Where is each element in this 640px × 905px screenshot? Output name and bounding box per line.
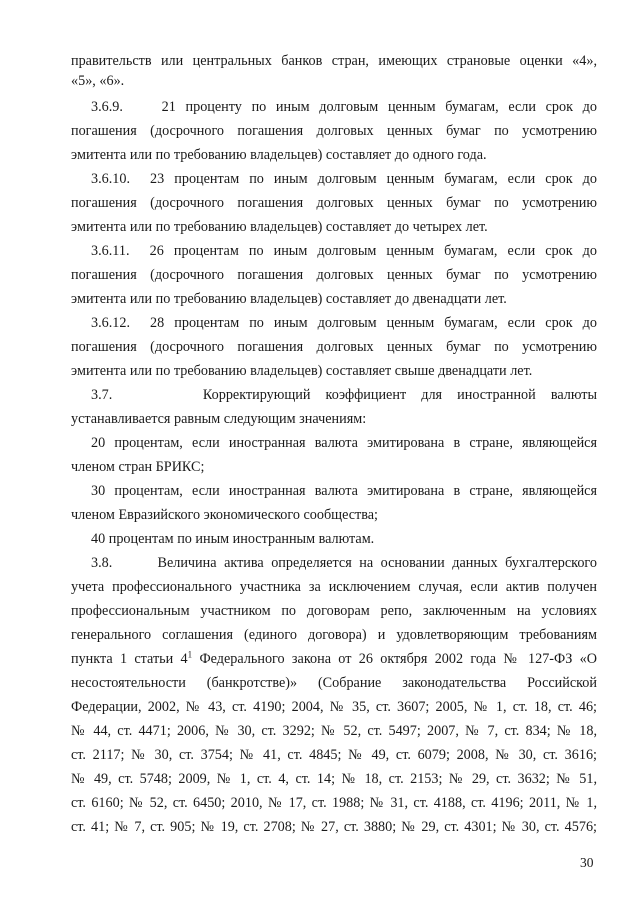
text-line: эмитента или по требованию владельцев) составляет до одного года. [71,147,487,163]
text-line: устанавливается равным следующим значениям: [71,411,367,427]
text-line [71,650,597,668]
text-line: эмитента или по требованию владельцев) составляет свыше двенадцати лет. [71,363,533,379]
text-line: 20 процентам, если иностранная валюта эмитирована в стране, являющейся [91,435,597,451]
clause-3-6-9: 3.6.9. 21 проценту по иным долговым ценным бумагам, если срок до [91,99,597,115]
clause-3-6-10: 3.6.10. 23 процентам по иным долговым ценным бумагам, если срок до [91,171,597,187]
text-line: погашения (досрочного погашения долговых ценных бумаг по усмотрению [71,195,597,211]
text-line: погашения (досрочного погашения долговых ценных бумаг по усмотрению [71,339,597,355]
text-fragment: пункта 1 статьи 4 [71,651,188,667]
text-line: несостоятельности (банкротстве)» (Собрание законодательства Российской [71,675,597,691]
text-line: «5», «6». [71,73,125,89]
text-line: погашения (досрочного погашения долговых ценных бумаг по усмотрению [71,123,597,139]
text-line: 40 процентам по иным иностранным валютам. [91,531,375,547]
clause-3-7: 3.7. Корректирующий коэффициент для иностранной валюты [91,387,597,403]
text-line: эмитента или по требованию владельцев) составляет до четырех лет. [71,219,488,235]
text-line: правительств или центральных банков стран, имеющих страновые оценки «4», [71,53,597,69]
text-line: № 44, ст. 4471; 2006, № 30, ст. 3292; № 52, ст. 5497; 2007, № 7, ст. 834; № 18, [71,723,597,739]
text-line: членом Евразийского экономического сообщества; [71,507,378,523]
text-line: ст. 41; № 7, ст. 905; № 19, ст. 2708; № 27, ст. 3880; № 29, ст. 4301; № 30, ст. 4576; [71,819,597,835]
clause-3-6-11: 3.6.11. 26 процентам по иным долговым ценным бумагам, если срок до [91,243,597,259]
text-line: 30 процентам, если иностранная валюта эмитирована в стране, являющейся [91,483,597,499]
text-line: ст. 6160; № 52, ст. 6450; 2010, № 17, ст. 1988; № 31, ст. 4188, ст. 4196; 2011, № 1, [71,795,597,811]
text-fragment: Федерального закона от 26 октября 2002 года № 127-ФЗ «О [192,651,597,667]
text-line: учета профессионального участника за исключением случая, если актив получен [71,579,597,595]
footnote-superscript: 1 [187,649,193,660]
text-line: погашения (досрочного погашения долговых ценных бумаг по усмотрению [71,267,597,283]
text-line: эмитента или по требованию владельцев) составляет до двенадцати лет. [71,291,507,307]
text-line: № 49, ст. 5748; 2009, № 1, ст. 4, ст. 14; № 18, ст. 2153; № 29, ст. 3632; № 51, [71,771,597,787]
text-line: генерального соглашения (единого договора) и удовлетворяющим требованиям [71,627,597,643]
page-number: 30 [580,855,594,870]
text-line: Федерации, 2002, № 43, ст. 4190; 2004, № 35, ст. 3607; 2005, № 1, ст. 18, ст. 46; [71,699,597,715]
clause-3-8: 3.8. Величина актива определяется на основании данных бухгалтерского [91,555,597,571]
text-line: членом стран БРИКС; [71,459,205,475]
text-line: профессиональным участником по договорам репо, заключенным на условиях [71,603,597,619]
clause-3-6-12: 3.6.12. 28 процентам по иным долговым ценным бумагам, если срок до [91,315,597,331]
text-line: ст. 2117; № 30, ст. 3754; № 41, ст. 4845; № 49, ст. 6079; 2008, № 30, ст. 3616; [71,747,597,763]
